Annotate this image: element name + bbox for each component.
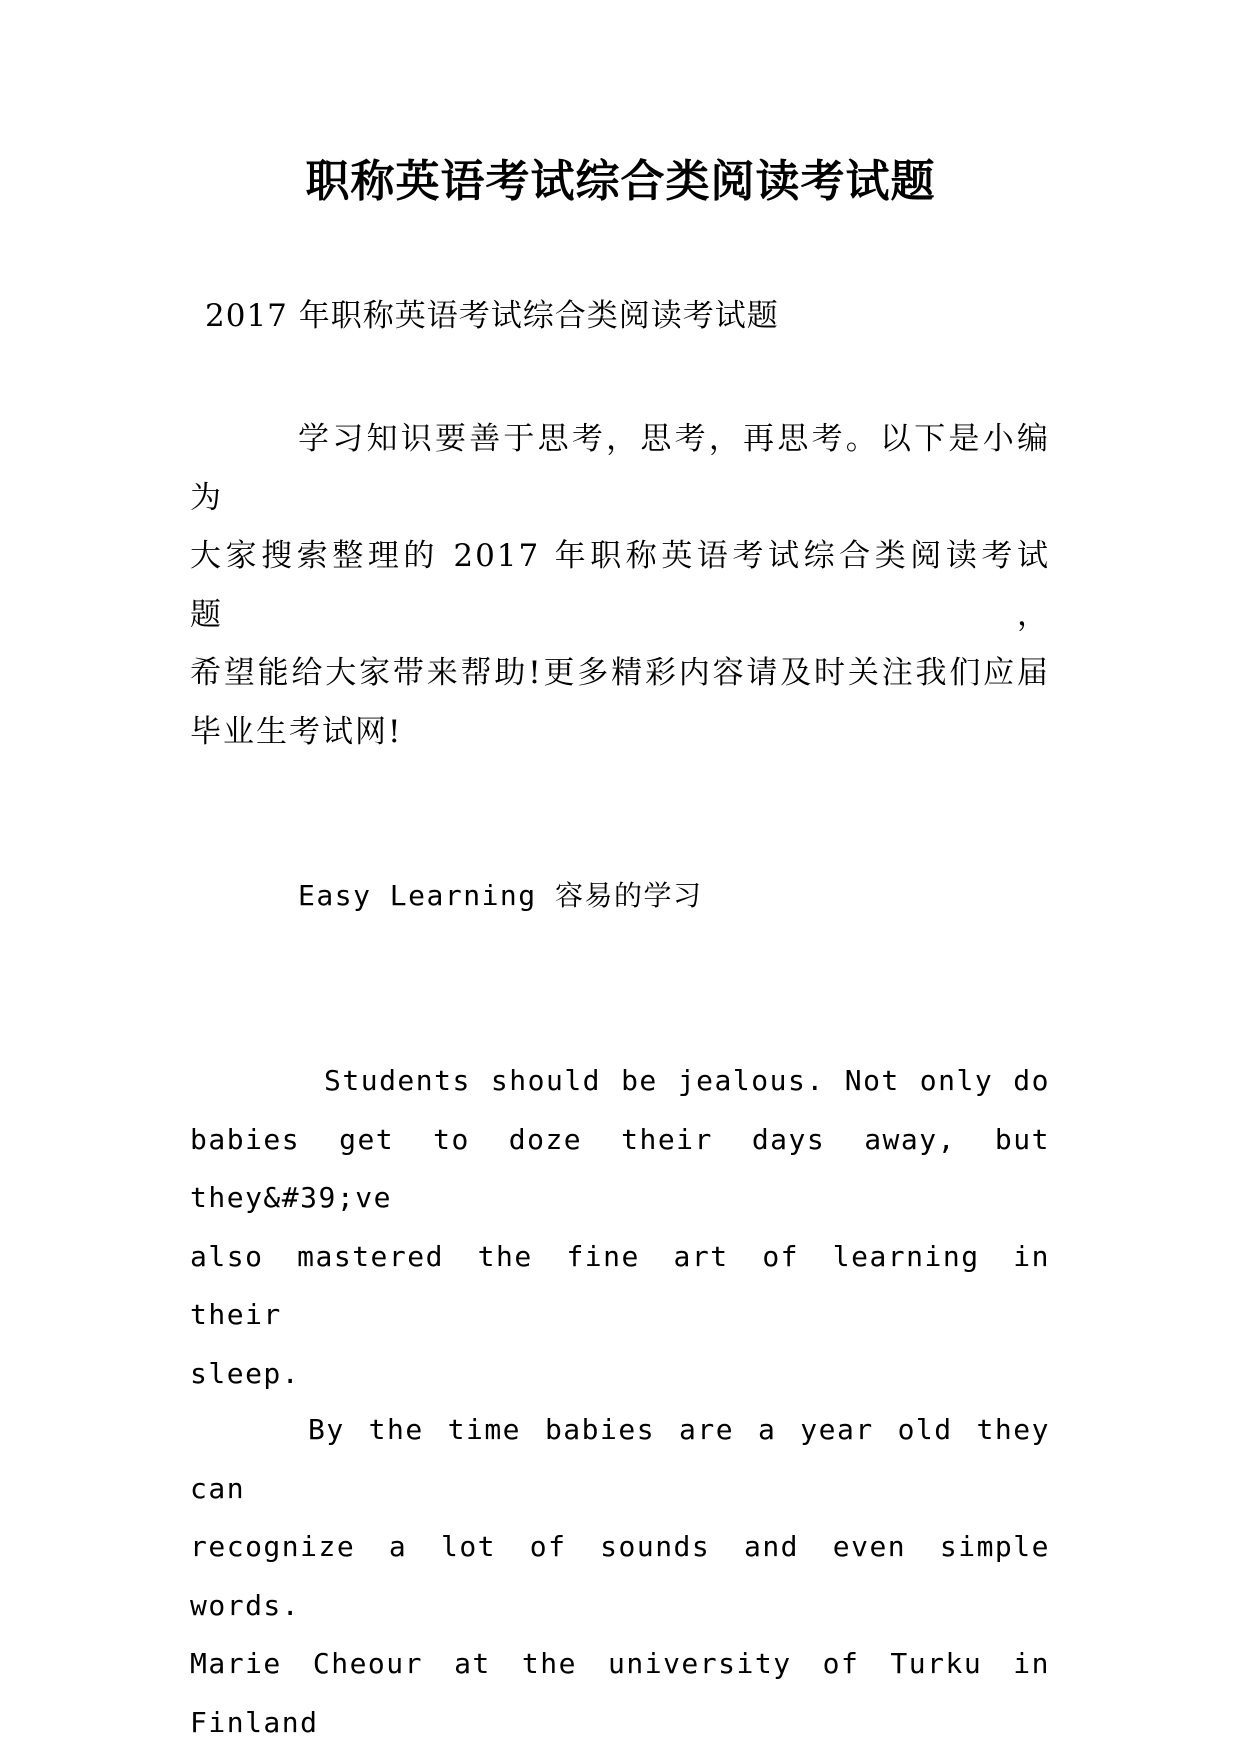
intro-line: 希望能给大家带来帮助!更多精彩内容请及时关注我们应届: [190, 655, 1050, 691]
intro-line: 毕业生考试网!: [190, 713, 403, 750]
paragraph-1: [190, 1052, 1050, 1403]
paragraph-line: also mastered the fine art of learning in their: [190, 1239, 1050, 1331]
paragraph-line: babies get to doze their days away, but they&#39;ve: [190, 1122, 1050, 1214]
paragraph-line: sleep.: [190, 1356, 301, 1390]
document-subtitle: 2017 年职称英语考试综合类阅读考试题: [205, 298, 779, 334]
paragraph-2: [190, 1401, 1050, 1752]
paragraph-line: Marie Cheour at the university of Turku in Finland: [190, 1647, 1050, 1739]
intro-paragraph: [190, 410, 1050, 761]
paragraph-line: Students should be jealous. Not only do: [324, 1064, 1050, 1097]
document-title: 职称英语考试综合类阅读考试题: [305, 156, 936, 207]
section-heading: Easy Learning 容易的学习: [298, 879, 703, 912]
intro-line: 大家搜索整理的 2017 年职称英语考试综合类阅读考试题，: [190, 538, 1050, 633]
paragraph-line: recognize a lot of sounds and even simple words.: [190, 1530, 1050, 1622]
intro-line: 学习知识要善于思考，思考，再思考。以下是小编为: [190, 421, 1050, 516]
paragraph-line: By the time babies are a year old they can: [190, 1413, 1050, 1505]
